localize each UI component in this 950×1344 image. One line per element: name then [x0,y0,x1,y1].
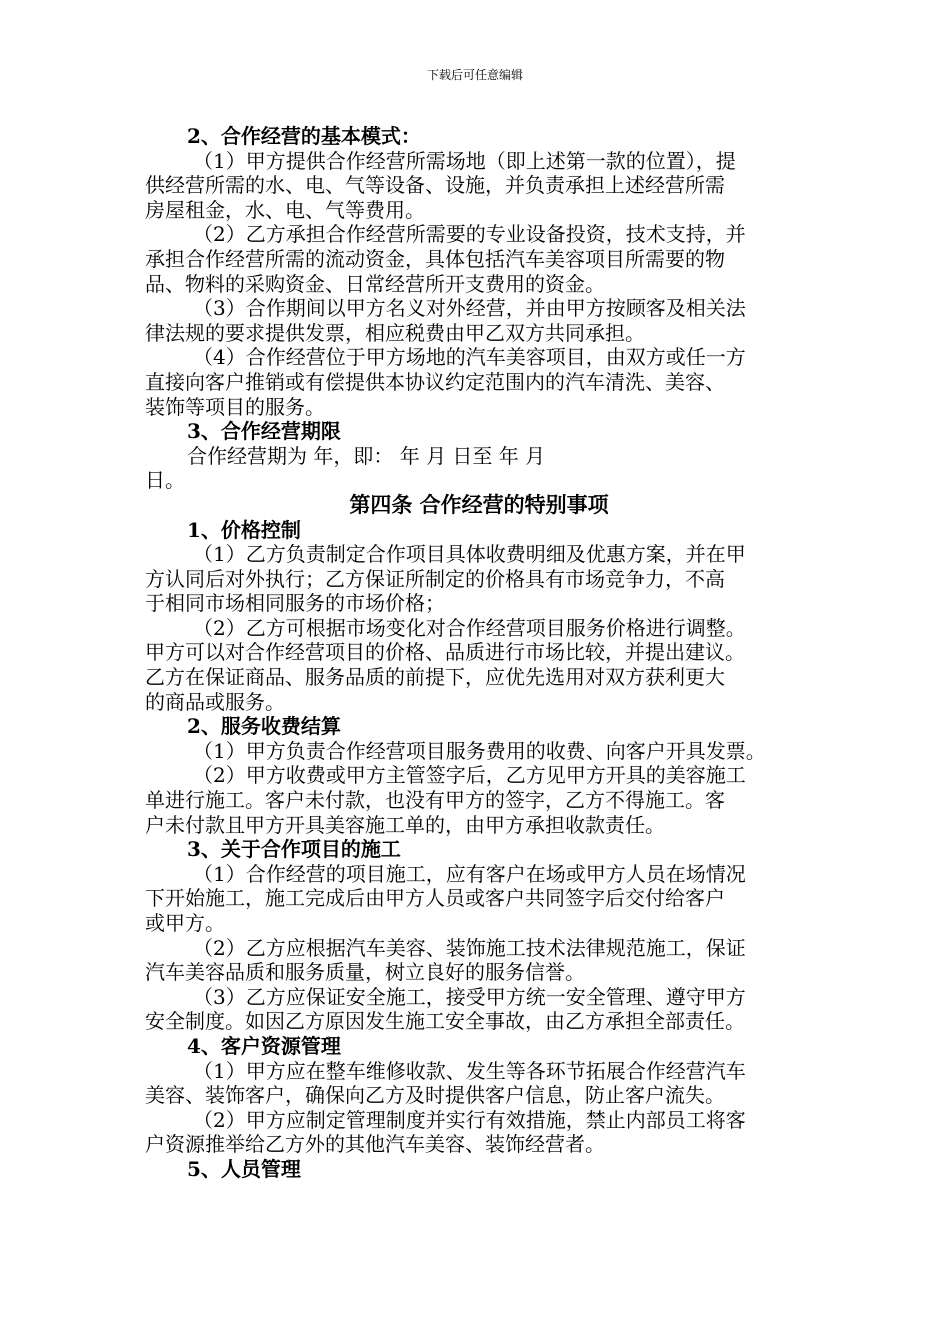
section-heading: 4、客户资源管理 [187,1033,341,1058]
section-heading: 2、服务收费结算 [187,714,341,739]
paragraph-line: 的商品或服务。 [145,689,285,714]
paragraph-line: 承担合作经营所需的流动资金，具体包括汽车美容项目所需要的物 [145,246,725,271]
paragraph-line: 甲方可以对合作经营项目的价格、品质进行市场比较，并提出建议。 [145,640,745,665]
paragraph-line: （3）合作期间以甲方名义对外经营，并由甲方按顾客及相关法 [193,296,746,321]
section-heading: 1、价格控制 [187,517,301,542]
paragraph-line: 美容、装饰客户，确保向乙方及时提供客户信息，防止客户流失。 [145,1083,725,1108]
paragraph-line: （2）乙方承担合作经营所需要的专业设备投资，技术支持，并 [193,222,746,247]
page-header: 下载后可任意编辑 [426,68,523,82]
paragraph-line: 户未付款且甲方开具美容施工单的，由甲方承担收款责任。 [145,812,665,837]
paragraph-line: 日。 [145,468,185,493]
document-body [145,124,813,1182]
paragraph-line: （2）甲方应制定管理制度并实行有效措施，禁止内部员工将客 [193,1107,746,1132]
paragraph-line: 汽车美容品质和服务质量，树立良好的服务信誉。 [145,960,585,985]
paragraph-line: 供经营所需的水、电、气等设备、设施，并负责承担上述经营所需 [145,173,725,198]
section-heading: 3、关于合作项目的施工 [187,837,401,862]
paragraph-line: （2）甲方收费或甲方主管签字后，乙方见甲方开具的美容施工 [193,763,746,788]
paragraph-line: （1）甲方负责合作经营项目服务费用的收费、向客户开具发票。 [193,738,766,763]
paragraph-line: （1）合作经营的项目施工，应有客户在场或甲方人员在场情况 [193,861,746,886]
paragraph-line: 律法规的要求提供发票，相应税费由甲乙双方共同承担。 [145,320,645,345]
section-heading: 5、人员管理 [187,1156,301,1181]
paragraph-line: 户资源推举给乙方外的其他汽车美容、装饰经营者。 [145,1132,605,1157]
paragraph-line: （1）甲方提供合作经营所需场地（即上述第一款的位置），提 [193,148,736,173]
paragraph-line: 于相同市场相同服务的市场价格； [145,591,445,616]
paragraph-line: 下开始施工，施工完成后由甲方人员或客户共同签字后交付给客户 [145,886,725,911]
paragraph-line: 方认同后对外执行；乙方保证所制定的价格具有市场竞争力，不高 [145,566,725,591]
paragraph-line: 直接向客户推销或有偿提供本协议约定范围内的汽车清洗、美容、 [145,369,725,394]
paragraph-line: （1）乙方负责制定合作项目具体收费明细及优惠方案，并在甲 [193,542,746,567]
paragraph-line: （2）乙方应根据汽车美容、装饰施工技术法律规范施工，保证 [193,935,746,960]
paragraph-line: 房屋租金，水、电、气等费用。 [145,197,425,222]
paragraph-line: （4）合作经营位于甲方场地的汽车美容项目，由双方或任一方 [193,345,746,370]
section-heading: 2、合作经营的基本模式： [187,124,421,148]
paragraph-line: 安全制度。如因乙方原因发生施工安全事故，由乙方承担全部责任。 [145,1009,745,1034]
paragraph-line: 单进行施工。客户未付款，也没有甲方的签字，乙方不得施工。客 [145,788,725,813]
paragraph-line: 乙方在保证商品、服务品质的前提下，应优先选用对双方获利更大 [145,665,725,690]
paragraph-line: （1）甲方应在整车维修收款、发生等各环节拓展合作经营汽车 [193,1058,746,1083]
article-title: 第四条 合作经营的特别事项 [349,491,609,517]
paragraph-line: 或甲方。 [145,911,225,935]
paragraph-line: 合作经营期为 年，即： 年 月 日至 年 月 [187,443,546,468]
paragraph-line: 品、物料的采购资金、日常经营所开支费用的资金。 [145,271,605,296]
paragraph-line: 装饰等项目的服务。 [145,394,325,419]
paragraph-line: （3）乙方应保证安全施工，接受甲方统一安全管理、遵守甲方 [193,984,746,1009]
section-heading: 3、合作经营期限 [187,419,341,444]
paragraph-line: （2）乙方可根据市场变化对合作经营项目服务价格进行调整。 [193,615,746,640]
